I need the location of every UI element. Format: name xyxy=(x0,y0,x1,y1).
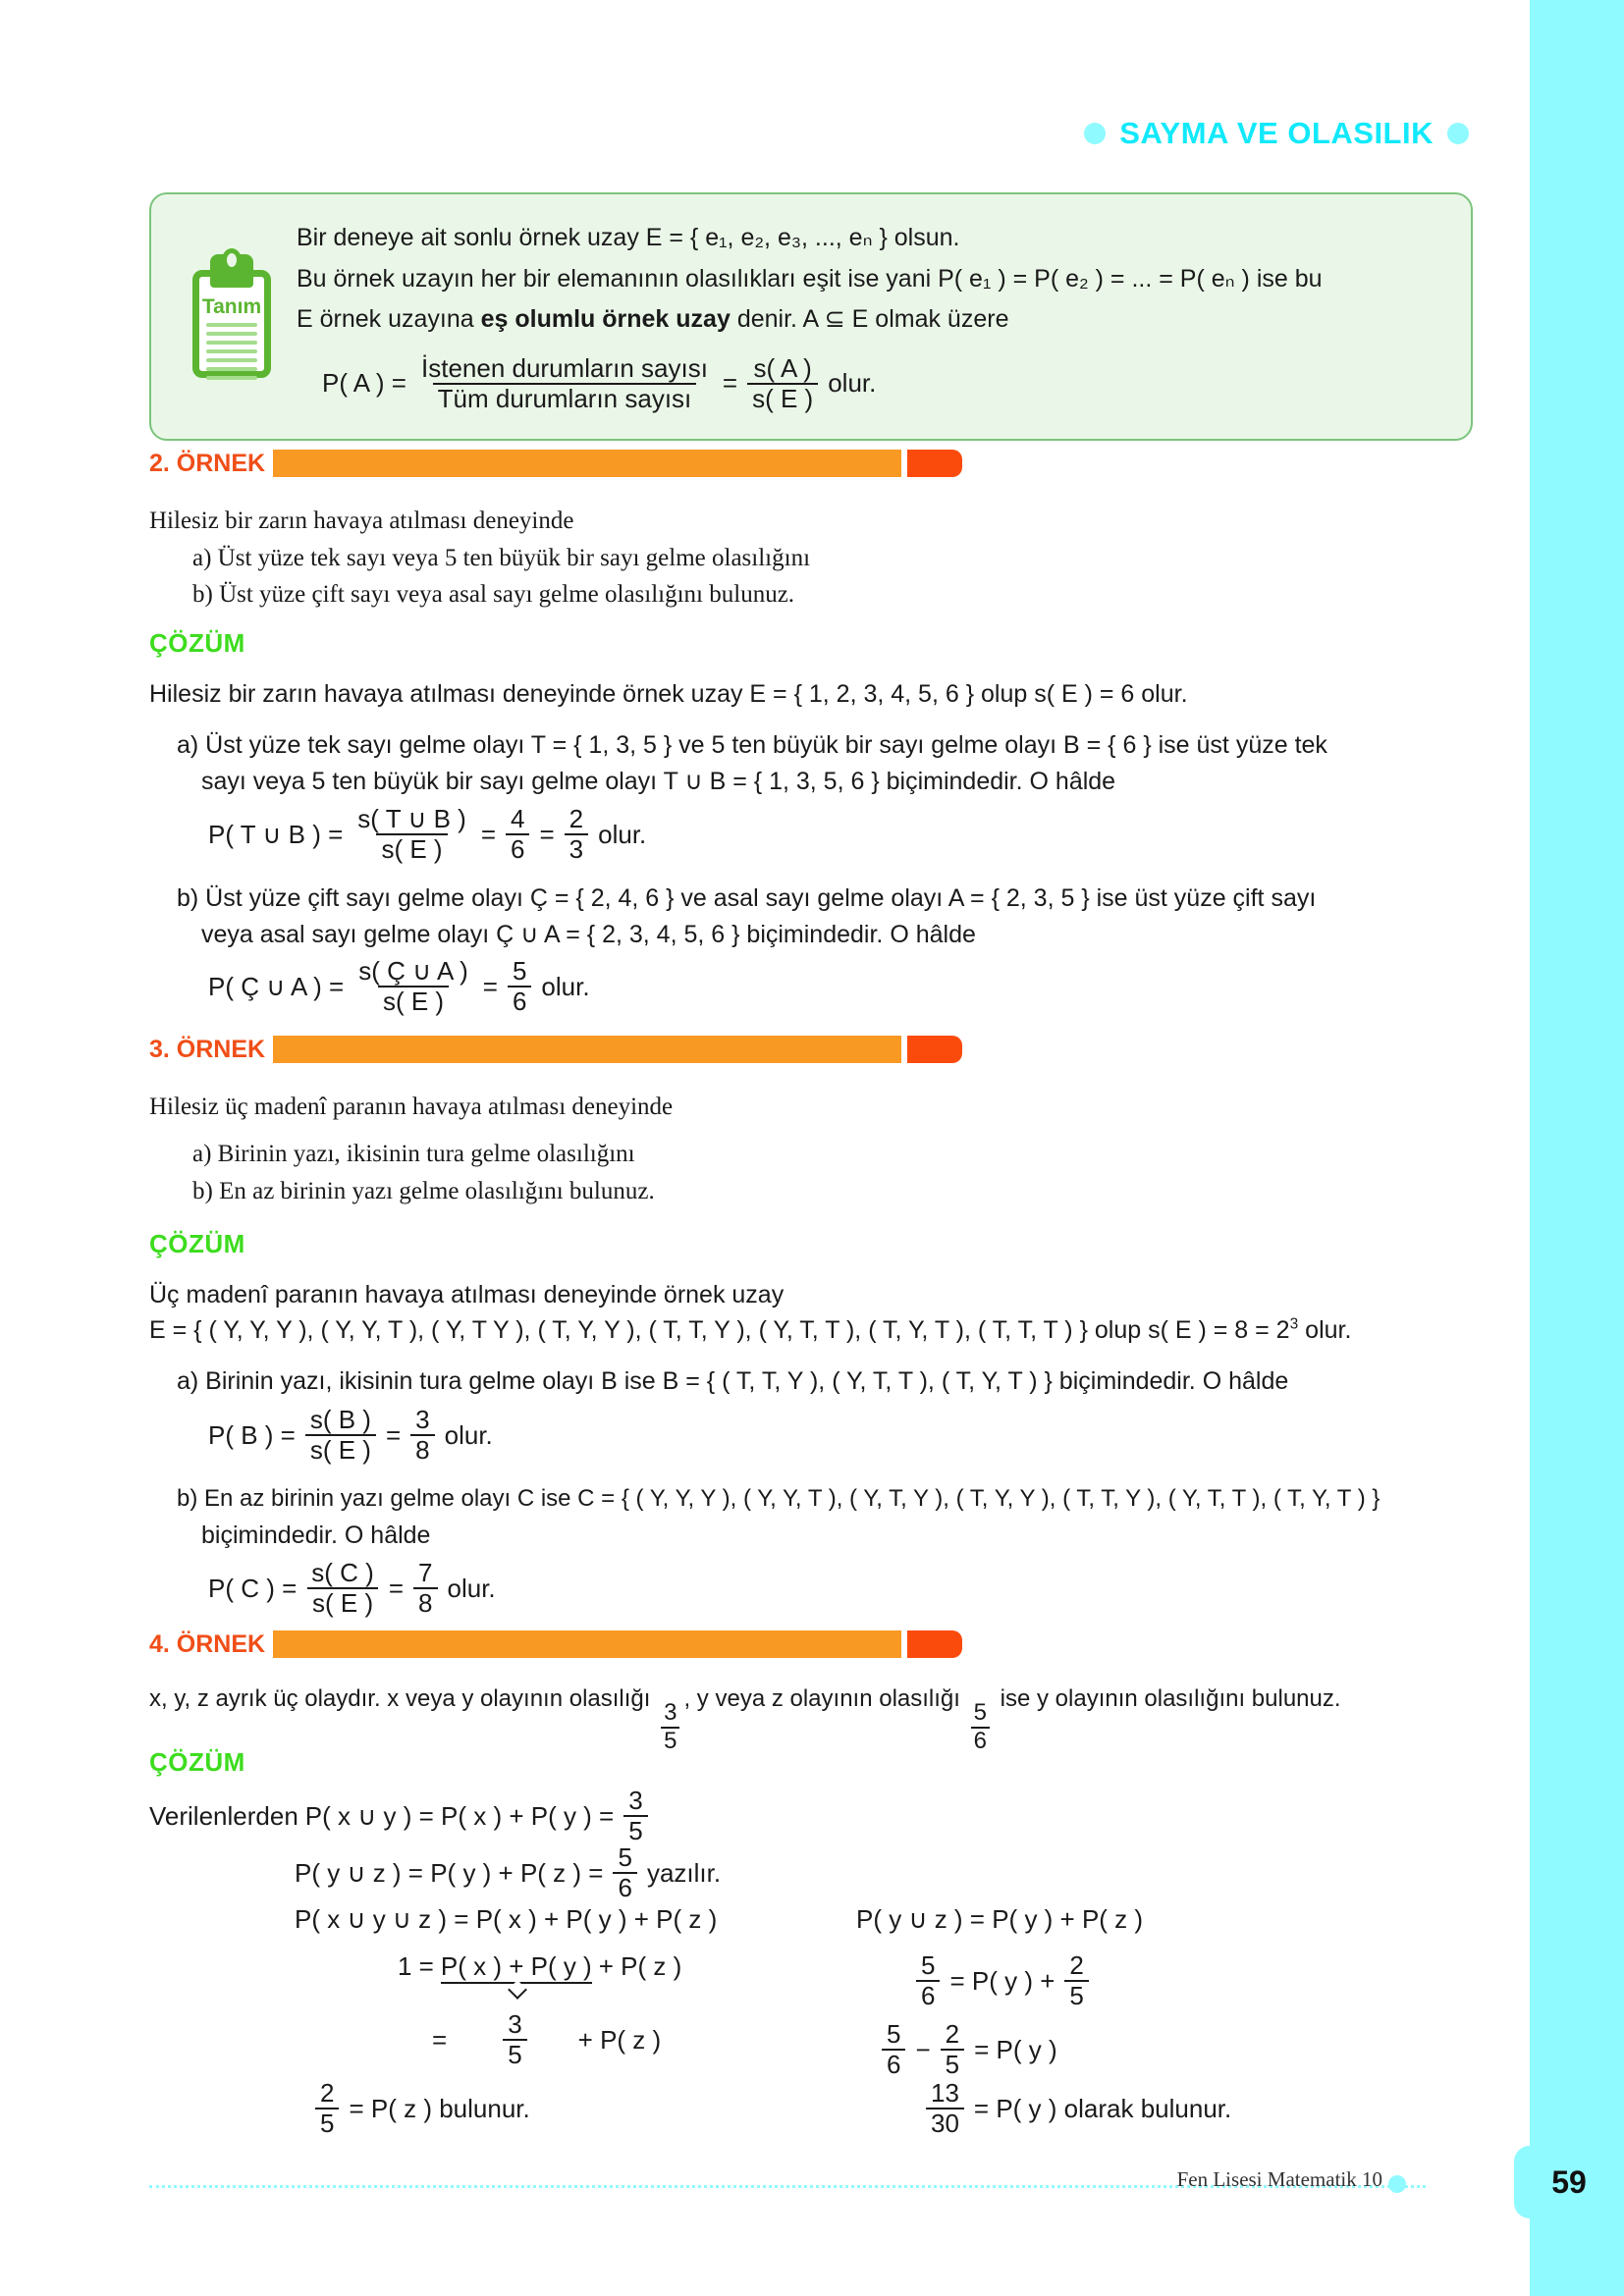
eq2a-fraction-2 xyxy=(506,805,529,864)
eq3b-tail: olur. xyxy=(447,1573,496,1603)
example-4-right-line-2 xyxy=(913,1951,1092,2010)
ex4-r3-fraction-1 xyxy=(882,2020,905,2079)
eq2b-equals-1: = xyxy=(482,971,498,1001)
ex4-l1-fraction xyxy=(623,1787,647,1845)
ex4-l2-expr: P( y ∪ z ) = P( y ) + P( z ) = xyxy=(295,1857,604,1888)
example-4-prompt-fraction-2 xyxy=(971,1700,990,1754)
eq2b-num-2: 5 xyxy=(512,956,527,986)
example-4-prompt-f2-den: 6 xyxy=(971,1727,990,1754)
ex4-l5-num: 3 xyxy=(508,2009,522,2039)
example-2-label: 2. ÖRNEK xyxy=(149,449,266,477)
definition-icon-wrap xyxy=(177,216,287,413)
definition-formula-tail: olur. xyxy=(828,368,877,399)
ex4-l6-fraction xyxy=(315,2079,339,2138)
definition-formula-se: s( E ) xyxy=(747,383,818,413)
example-2-solution-b-line-1: b) Üst yüze çift sayı gelme olayı Ç = { 2, 4, 6 } ve asal sayı gelme olayı A = { 2, 3, 5 } ise üst yüze çift sayı xyxy=(177,884,1317,912)
definition-formula xyxy=(322,354,1445,413)
definition-formula-fraction-words xyxy=(416,354,713,413)
clipboard-lines xyxy=(206,323,257,385)
ex4-r3-num-2: 2 xyxy=(945,2019,960,2049)
example-4-prompt-part-2: , y veya z olayının olasılığı xyxy=(683,1685,960,1712)
eq2a-fraction-1 xyxy=(352,805,471,864)
right-decorative-band xyxy=(1530,0,1624,2296)
definition-box xyxy=(149,192,1473,441)
page-number-tab xyxy=(1514,2146,1624,2218)
example-2-solution-a-line-2: sayı veya 5 ten büyük bir sayı gelme olayı T ∪ B = { 1, 3, 5, 6 } biçimindedir. O hâlde xyxy=(201,768,1116,795)
definition-line-2: Bu örnek uzayın her bir elemanının olasılıkları eşit ise yani P( e₁ ) = P( e₂ ) = ... = P( eₙ ) ise bu xyxy=(297,264,1323,293)
example-3-bar-cap xyxy=(907,1036,962,1063)
example-2-solution-a-line-1: a) Üst yüze tek sayı gelme olayı T = { 1, 3, 5 } ve 5 ten büyük bir sayı gelme olayı B = { 6 } ise üst yüze tek xyxy=(177,731,1327,759)
example-2-equation-b xyxy=(208,957,590,1016)
eq2a-num-3: 2 xyxy=(568,804,584,833)
ex4-l4-grouped-term xyxy=(441,1951,592,1982)
example-3-option-a: a) Birinin yazı, ikisinin tura gelme olasılığını xyxy=(192,1141,635,1167)
example-3-header xyxy=(149,1033,1033,1066)
ex4-l2-tail: yazılır. xyxy=(646,1857,722,1888)
eq2b-den-2: 6 xyxy=(508,986,531,1016)
ex4-l1-pre: Verilenlerden xyxy=(149,1800,298,1831)
example-4-prompt-fraction-1 xyxy=(661,1700,679,1754)
eq3a-fraction-2 xyxy=(410,1406,434,1465)
footer-bullet-dot-icon xyxy=(1388,2175,1406,2193)
ex4-l1-expr: P( x ∪ y ) = P( x ) + P( y ) = xyxy=(304,1800,615,1831)
eq2b-fraction-1 xyxy=(353,957,473,1016)
eq2a-den-2: 6 xyxy=(506,833,529,864)
example-4-prompt-part-1: x, y, z ayrık üç olaydır. x veya y olayının olasılığı xyxy=(149,1685,651,1712)
ex4-l6-rest: = P( z ) bulunur. xyxy=(349,2093,530,2123)
example-2-solution-label: ÇÖZÜM xyxy=(149,628,245,658)
definition-formula-denominator: Tüm durumların sayısı xyxy=(433,383,697,413)
eq2a-den-3: 3 xyxy=(565,833,588,864)
ex4-r2-num-1: 5 xyxy=(921,1950,936,1980)
eq3b-num-1: s( C ) xyxy=(311,1558,374,1587)
page-number: 59 xyxy=(1551,2163,1587,2200)
ex4-l4-lhs: 1 = xyxy=(398,1951,434,1981)
ex4-l2-num: 5 xyxy=(618,1842,632,1872)
ex4-r3-fraction-2 xyxy=(941,2020,964,2079)
example-2-solution-b-line-2: veya asal sayı gelme olayı Ç ∪ A = { 2, 3, 4, 5, 6 } biçimindedir. O hâlde xyxy=(201,921,976,948)
ex4-l5-den: 5 xyxy=(503,2039,526,2069)
example-2-bar-cap xyxy=(907,450,962,477)
ex4-l1-den: 5 xyxy=(623,1815,647,1845)
ex4-l6-num: 2 xyxy=(320,2078,335,2108)
ex4-r3-den-1: 6 xyxy=(882,2049,905,2079)
ex4-l4-group-text: P( x ) + P( y ) xyxy=(440,1951,592,1981)
bullet-dot-icon xyxy=(1084,123,1106,144)
eq3a-den-1: s( E ) xyxy=(305,1434,376,1465)
example-2-equation-a xyxy=(208,805,646,864)
example-3-sample-space-tail: olur. xyxy=(1298,1316,1352,1344)
example-3-solution-label: ÇÖZÜM xyxy=(149,1229,245,1258)
eq3a-lhs: P( B ) = xyxy=(208,1419,296,1450)
ex4-r1-expr: P( y ∪ z ) = P( y ) + P( z ) xyxy=(856,1904,1144,1934)
ex4-l5-rest: + P( z ) xyxy=(577,2024,662,2055)
example-4-left-line-2 xyxy=(295,1843,721,1902)
example-2-option-b: b) Üst yüze çift sayı veya asal sayı gelme olasılığını bulunuz. xyxy=(192,581,795,608)
ex4-r2-num-2: 2 xyxy=(1069,1950,1084,1980)
ex4-l2-den: 6 xyxy=(613,1872,636,1902)
ex4-l5-equals: = xyxy=(432,2024,448,2055)
definition-term-bold: eş olumlu örnek uzay xyxy=(480,305,731,333)
ex4-r3-rest: = P( y ) xyxy=(974,2034,1057,2064)
example-3-equation-b xyxy=(208,1559,496,1618)
example-4-left-line-4 xyxy=(398,1951,681,1982)
ex4-r4-rest: = P( y ) olarak bulunur. xyxy=(973,2093,1232,2123)
eq2a-num-1: s( T ∪ B ) xyxy=(357,804,466,833)
example-4-left-line-5 xyxy=(432,2010,661,2069)
bullet-dot-icon xyxy=(1447,123,1469,144)
eq2a-fraction-3 xyxy=(565,805,588,864)
ex4-l3-expr: P( x ∪ y ∪ z ) = P( x ) + P( y ) + P( z ) xyxy=(295,1904,718,1934)
example-4-prompt-f2-num: 5 xyxy=(973,1699,987,1727)
eq2a-tail: olur. xyxy=(598,819,647,849)
unit-header xyxy=(1084,116,1469,151)
eq2b-fraction-2 xyxy=(508,957,531,1016)
example-3-prompt: Hilesiz üç madenî paranın havaya atılması deneyinde xyxy=(149,1094,674,1120)
example-4-right-line-3 xyxy=(879,2020,1057,2079)
example-4-right-line-4 xyxy=(923,2079,1231,2138)
ex4-r2-fraction-1 xyxy=(916,1951,940,2010)
example-3-sample-space-exponent: 3 xyxy=(1289,1315,1299,1333)
definition-icon-label: Tanım xyxy=(201,295,262,319)
example-4-prompt xyxy=(149,1682,1341,1754)
definition-line-1: Bir deneye ait sonlu örnek uzay E = { e₁, e₂, e₃, ..., eₙ } olsun. xyxy=(297,224,960,251)
ex4-l4-rest: + P( z ) xyxy=(598,1951,682,1981)
ex4-r4-fraction xyxy=(926,2079,964,2138)
example-3-solution-b-line-1: b) En az birinin yazı gelme olayı C ise C = { ( Y, Y, Y ), ( Y, Y, T ), ( Y, T, Y ), ( T, Y, Y ), ( T, T, Y ), ( Y, T, T ), ( T, Y, T ) } xyxy=(177,1485,1380,1512)
eq2a-lhs: P( T ∪ B ) = xyxy=(208,819,344,849)
example-4-header xyxy=(149,1628,1033,1661)
example-3-equation-a xyxy=(208,1406,493,1465)
eq2a-equals-2: = xyxy=(539,819,555,849)
definition-line-3-part-b: denir. A ⊆ E olmak üzere xyxy=(730,305,1009,333)
ex4-r2-den-2: 5 xyxy=(1064,1980,1088,2010)
eq3a-num-1: s( B ) xyxy=(309,1405,371,1434)
eq3a-fraction-1 xyxy=(305,1406,376,1465)
definition-formula-lhs: P( A ) = xyxy=(322,368,406,399)
example-2-prompt: Hilesiz bir zarın havaya atılması deneyinde xyxy=(149,507,574,534)
example-3-solution-a-line-1: a) Birinin yazı, ikisinin tura gelme olayı B ise B = { ( T, T, Y ), ( Y, T, T ), ( T, Y, T ) } biçimindedir. O hâlde xyxy=(177,1367,1289,1395)
footer-book-title: Fen Lisesi Matematik 10 xyxy=(1176,2167,1382,2191)
unit-title: SAYMA VE OLASILIK xyxy=(1119,116,1434,150)
eq3a-tail: olur. xyxy=(444,1419,493,1450)
eq2a-equals-1: = xyxy=(480,819,496,849)
example-4-left-line-6 xyxy=(312,2079,530,2138)
example-4-prompt-f1-den: 5 xyxy=(661,1727,679,1754)
example-4-solution-label: ÇÖZÜM xyxy=(149,1747,245,1777)
underbrace-icon xyxy=(441,1982,592,1996)
eq3b-den-1: s( E ) xyxy=(307,1587,378,1618)
ex4-r3-minus: − xyxy=(915,2034,931,2064)
ex4-l1-num: 3 xyxy=(628,1786,643,1815)
definition-formula-numerator: İstenen durumların sayısı xyxy=(421,352,708,383)
eq2b-tail: olur. xyxy=(541,971,590,1001)
ex4-r2-den-1: 6 xyxy=(916,1980,940,2010)
ex4-l2-fraction xyxy=(613,1843,636,1902)
eq2b-num-1: s( Ç ∪ A ) xyxy=(358,956,468,986)
eq3b-fraction-2 xyxy=(413,1559,437,1618)
example-2-bar xyxy=(273,450,901,477)
definition-formula-sa: s( A ) xyxy=(753,352,812,383)
definition-line-3-part-a: E örnek uzayına xyxy=(297,305,481,333)
eq3b-lhs: P( C ) = xyxy=(208,1573,298,1603)
example-4-bar-cap xyxy=(907,1630,962,1658)
example-4-left-line-1 xyxy=(149,1787,651,1845)
definition-formula-fraction-symbols xyxy=(747,354,818,413)
example-4-left-line-3 xyxy=(295,1904,717,1935)
example-3-sample-space xyxy=(149,1313,1351,1349)
example-4-prompt-f1-num: 3 xyxy=(664,1699,677,1727)
eq3b-equals: = xyxy=(388,1573,405,1603)
ex4-r4-num: 13 xyxy=(931,2078,959,2108)
definition-text xyxy=(297,216,1445,413)
eq2a-den-1: s( E ) xyxy=(376,833,447,864)
example-4-right-line-1 xyxy=(856,1904,1143,1935)
example-2-option-a: a) Üst yüze tek sayı veya 5 ten büyük bir sayı gelme olasılığını xyxy=(192,545,811,571)
example-3-bar xyxy=(273,1036,901,1063)
example-4-bar xyxy=(273,1630,901,1658)
example-3-sample-space-expr: E = { ( Y, Y, Y ), ( Y, Y, T ), ( Y, T Y ), ( T, Y, Y ), ( T, T, Y ), ( Y, T, T ), ( T, Y, T ), ( T, T, T ) } olup s( E ) = 8 = 2 xyxy=(149,1316,1290,1344)
definition-formula-equals: = xyxy=(722,368,738,399)
ex4-r2-fraction-2 xyxy=(1064,1951,1088,2010)
eq3b-fraction-1 xyxy=(306,1559,379,1618)
ex4-r3-den-2: 5 xyxy=(941,2049,964,2079)
example-4-label: 4. ÖRNEK xyxy=(149,1629,266,1658)
eq2b-lhs: P( Ç ∪ A ) = xyxy=(208,971,345,1001)
example-3-solution-intro: Üç madenî paranın havaya atılması deneyinde örnek uzay xyxy=(149,1281,785,1308)
example-4-prompt-part-3: ise y olayının olasılığını bulunuz. xyxy=(1000,1685,1341,1712)
example-2-header xyxy=(149,447,1033,480)
eq3a-equals: = xyxy=(385,1419,402,1450)
example-3-label: 3. ÖRNEK xyxy=(149,1035,266,1063)
eq2b-den-1: s( E ) xyxy=(378,986,449,1016)
definition-line-3 xyxy=(297,301,1445,339)
eq3a-num-2: 3 xyxy=(415,1405,430,1434)
eq2a-num-2: 4 xyxy=(511,804,525,833)
clipboard-icon xyxy=(187,254,277,380)
eq3a-den-2: 8 xyxy=(410,1434,434,1465)
example-3-solution-b-line-2: biçimindedir. O hâlde xyxy=(201,1522,431,1549)
eq3b-num-2: 7 xyxy=(418,1558,433,1587)
example-3-option-b: b) En az birinin yazı gelme olasılığını bulunuz. xyxy=(192,1178,655,1204)
example-2-solution-intro: Hilesiz bir zarın havaya atılması deneyinde örnek uzay E = { 1, 2, 3, 4, 5, 6 } olup s( E ) = 6 olur. xyxy=(149,680,1188,708)
ex4-r4-den: 30 xyxy=(926,2108,964,2138)
eq3b-den-2: 8 xyxy=(413,1587,437,1618)
ex4-r3-num-1: 5 xyxy=(887,2019,901,2049)
ex4-r2-mid: = P( y ) + xyxy=(949,1965,1056,1996)
ex4-l6-den: 5 xyxy=(315,2108,339,2138)
ex4-l5-fraction xyxy=(503,2010,526,2069)
